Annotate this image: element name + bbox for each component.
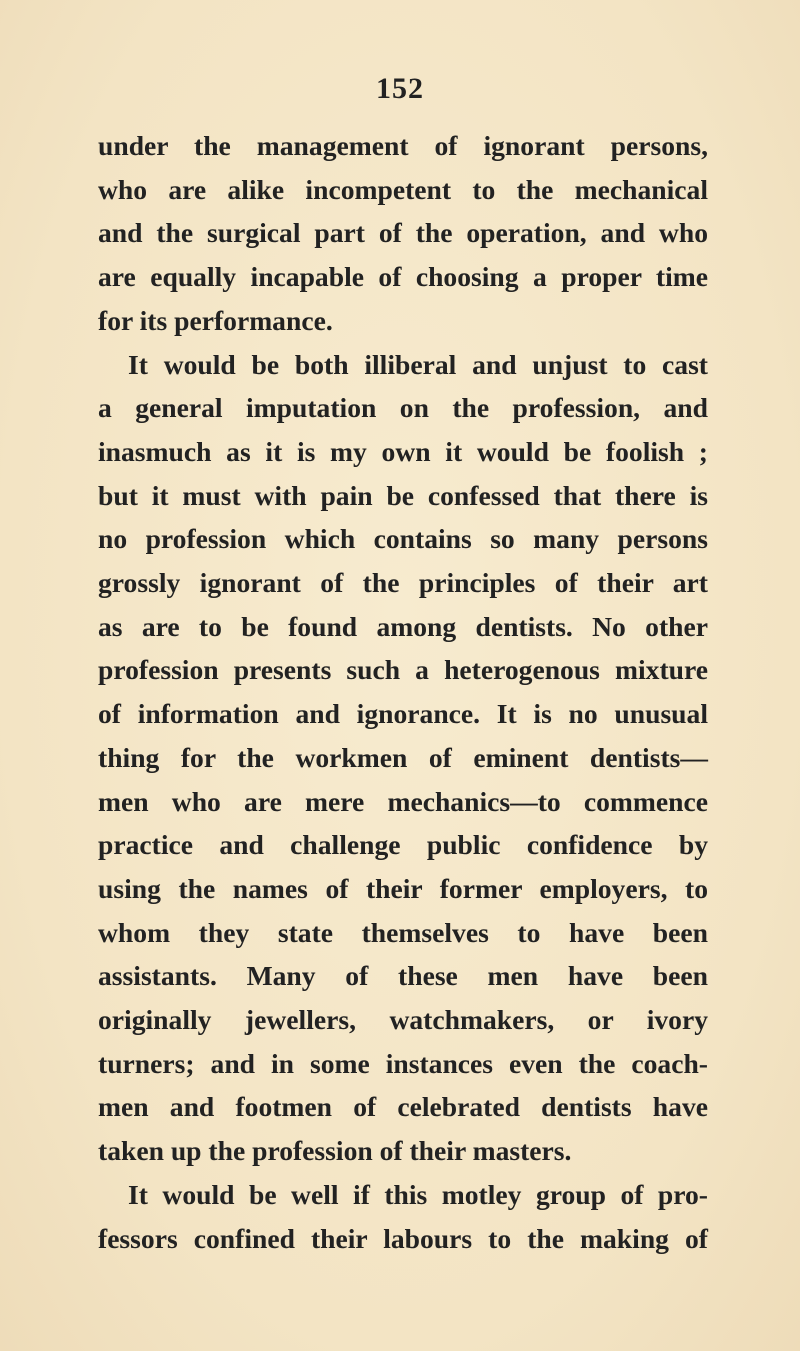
- text-line: taken up the profession of their masters.: [98, 1135, 572, 1167]
- text-line: men who are mere mechanics—to commence: [98, 785, 708, 817]
- text-line: no profession which contains so many persons: [98, 523, 708, 555]
- text-line: using the names of their former employers, to: [98, 872, 708, 904]
- text-line: turners; and in some instances even the coach-: [98, 1047, 708, 1079]
- text-line: profession presents such a heterogenous mixture: [98, 654, 708, 686]
- text-line: thing for the workmen of eminent dentists—: [98, 741, 708, 773]
- text-line: It would be well if this motley group of pro-: [128, 1178, 708, 1210]
- text-line: but it must with pain be confessed that there is: [98, 479, 708, 511]
- text-line: inasmuch as it is my own it would be foolish ;: [98, 435, 708, 467]
- text-line: practice and challenge public confidence by: [98, 829, 708, 861]
- body-text: [98, 124, 708, 1260]
- text-line: It would be both illiberal and unjust to cast: [128, 348, 708, 380]
- text-line: under the management of ignorant persons,: [98, 130, 708, 161]
- text-line: and the surgical part of the operation, and who: [98, 217, 708, 249]
- text-line: fessors confined their labours to the making of: [98, 1222, 708, 1254]
- text-line: men and footmen of celebrated dentists have: [98, 1091, 708, 1123]
- page-number: 152: [376, 72, 424, 105]
- text-line: grossly ignorant of the principles of their art: [98, 567, 708, 599]
- text-line: as are to be found among dentists. No other: [98, 610, 708, 642]
- text-line: a general imputation on the profession, and: [98, 392, 708, 424]
- text-line: of information and ignorance. It is no unusual: [98, 698, 708, 730]
- text-line: whom they state themselves to have been: [98, 916, 708, 948]
- text-line: are equally incapable of choosing a proper time: [98, 261, 708, 293]
- text-line: who are alike incompetent to the mechanical: [98, 173, 708, 205]
- text-line: assistants. Many of these men have been: [98, 960, 708, 992]
- text-line: originally jewellers, watchmakers, or ivory: [98, 1004, 708, 1036]
- text-line: for its performance.: [98, 304, 333, 336]
